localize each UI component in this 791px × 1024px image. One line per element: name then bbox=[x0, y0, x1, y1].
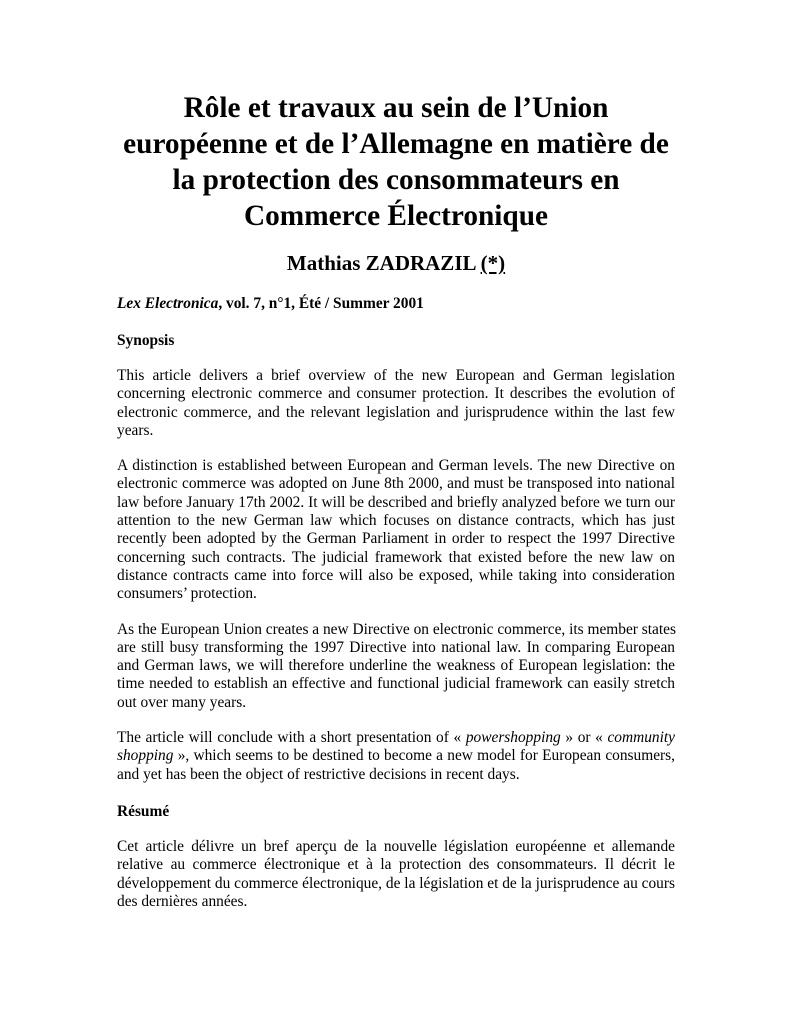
document-page bbox=[117, 90, 675, 911]
text-line: are still busy transforming the 1997 Directive into national law. In comparing European bbox=[117, 638, 675, 656]
text-line: A distinction is established between European and German levels. The new Directive on bbox=[117, 457, 675, 475]
title-line: européenne et de l’Allemagne en matière de bbox=[123, 128, 669, 160]
text-line: concerning electronic commerce and consumer protection. It describes the evolution of bbox=[117, 385, 675, 403]
text-fragment: The article will conclude with a short presentation of « bbox=[117, 729, 466, 747]
journal-name: Lex Electronica bbox=[117, 295, 219, 312]
text-fragment: » or « bbox=[560, 729, 608, 747]
title-line: Commerce Électronique bbox=[243, 200, 548, 232]
text-line: electronic commerce, and the relevant legislation and jurisprudence within the last few bbox=[117, 403, 675, 421]
text-fragment: », which seems to be destined to become a new model for European consumers, bbox=[173, 747, 675, 765]
text-line: This article delivers a brief overview of the new European and German legislation bbox=[117, 367, 675, 384]
text-line: and yet has been the object of restrictive decisions in recent days. bbox=[117, 765, 520, 783]
text-line: consumers’ protection. bbox=[117, 585, 257, 603]
text-line: recently been adopted by the German Parliament in order to respect the 1997 Directive bbox=[117, 530, 675, 548]
text-line bbox=[117, 747, 675, 765]
citation bbox=[117, 295, 675, 313]
text-line: and German laws, we will therefore underline the weakness of European legislation: the bbox=[117, 657, 675, 675]
text-line: electronic commerce was adopted on June 8th 2000, and must be transposed into national bbox=[117, 475, 675, 493]
text-line: développement du commerce électronique, de la législation et de la jurisprudence au cours bbox=[117, 874, 675, 892]
synopsis-paragraph bbox=[117, 729, 675, 784]
text-line: des dernières années. bbox=[117, 892, 248, 910]
synopsis-paragraph bbox=[117, 457, 675, 603]
text-line: attention to the new German law which focuses on distance contracts, which has just bbox=[117, 512, 675, 530]
text-line: time needed to establish an effective and functional judicial framework can easily stretch bbox=[117, 675, 675, 693]
text-line: concerning such contracts. The judicial framework that existed before the new law on bbox=[117, 548, 675, 566]
author-name: Mathias ZADRAZIL bbox=[286, 251, 476, 275]
text-line: out over many years. bbox=[117, 693, 247, 711]
emphasis-term: powershopping bbox=[465, 729, 561, 747]
document-title bbox=[117, 90, 675, 234]
text-line: distance contracts came into force will also be exposed, while taking into consideration bbox=[117, 566, 675, 584]
title-line: Rôle et travaux au sein de l’Union bbox=[183, 92, 609, 124]
text-line: As the European Union creates a new Directive on electronic commerce, its member states bbox=[117, 620, 676, 638]
synopsis-paragraph bbox=[117, 367, 675, 440]
emphasis-term: shopping bbox=[117, 747, 174, 765]
text-line: relative au commerce électronique et à la protection des consommateurs. Il décrit le bbox=[117, 856, 675, 874]
text-line: law before January 17th 2002. It will be described and briefly analyzed before we turn our bbox=[117, 493, 675, 511]
citation-details: , vol. 7, n°1, Été / Summer 2001 bbox=[218, 295, 424, 312]
text-line: years. bbox=[117, 421, 154, 439]
emphasis-term: community bbox=[607, 729, 675, 747]
author-footnote-link[interactable]: (*) bbox=[480, 251, 506, 275]
synopsis-paragraph bbox=[117, 621, 675, 712]
author-line bbox=[117, 250, 675, 276]
resume-paragraph bbox=[117, 838, 675, 911]
text-line bbox=[117, 729, 675, 747]
synopsis-heading: Synopsis bbox=[117, 332, 175, 349]
resume-heading: Résumé bbox=[117, 802, 170, 820]
title-line: la protection des consommateurs en bbox=[172, 164, 620, 196]
text-line: Cet article délivre un bref aperçu de la nouvelle législation européenne et allemande bbox=[117, 837, 675, 855]
